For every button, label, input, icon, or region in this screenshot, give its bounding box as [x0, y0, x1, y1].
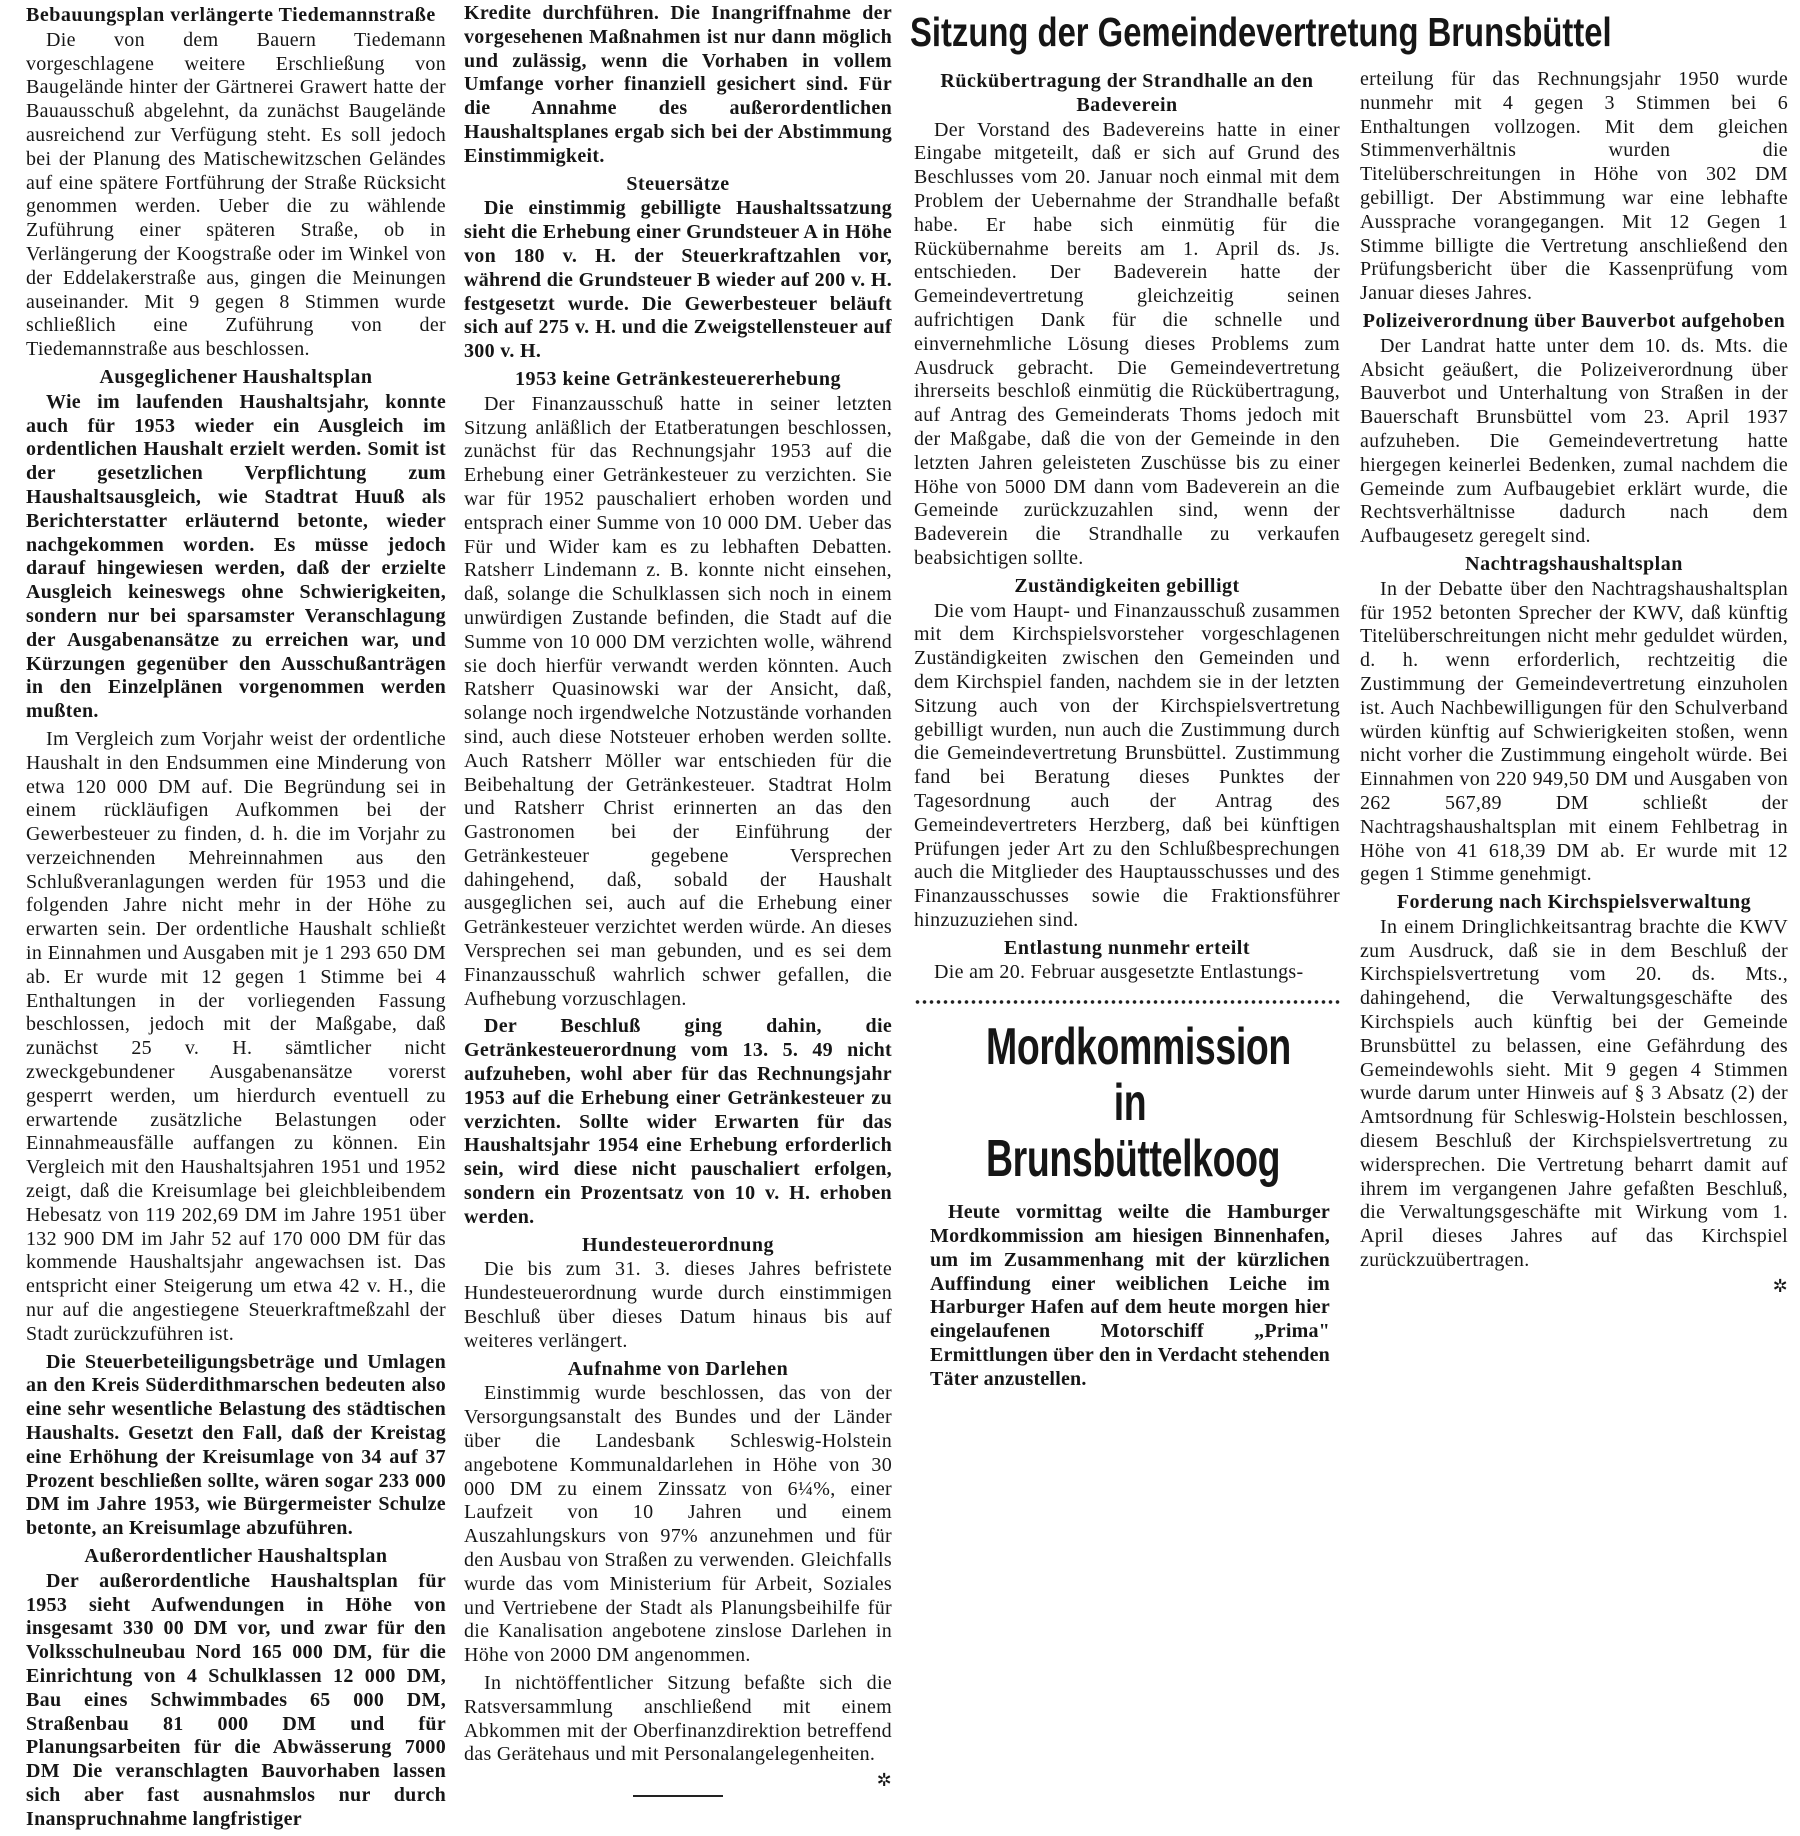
column-blocks [1360, 68, 1788, 1295]
article-paragraph: Der Beschluß ging dahin, die Getränkesteuerordnung vom 13. 5. 49 nicht aufzuheben, wohl aber für das Rechnungsjahr 1953 auf die Erhebung einer Getränkesteuer zu verzichten. Sollte wider Erwarten für das Haushaltsjahr 1954 eine Erhebung erforderlich sein, wird diese nicht pauschaliert erfolgen, sondern ein Prozentsatz von 10 v. H. erhoben werden. [464, 1015, 892, 1228]
section-heading: Zuständigkeiten gebilligt [1014, 574, 1240, 597]
article-paragraph: Im Vergleich zum Vorjahr weist der ordentliche Haushalt in den Endsummen eine Minderung von etwa 120 000 DM auf. Die Begründung sei in einem rückläufigen Aufkommen bei der Gewerbesteuer zu finden, d. h. die im Vorjahr zu verzeichnenden Mehreinnahmen aus den Schlußveranlagungen werden für 1953 und die folgenden Jahre nicht mehr in der Höhe zu erwarten sein. Der ordentliche Haushalt schließt in Einnahmen und Ausgaben mit je 1 293 650 DM ab. Er wurde mit 12 gegen 1 Stimme bei 4 Enthaltungen in der vorliegenden Fassung beschlossen, jedoch mit der Maßgabe, daß zunächst 25 v. H. sämtlicher nicht zweckgebundener Ausgabenansätze vorerst gesperrt werden, um hierdurch eventuell zu erwartende zusätzliche Belastungen oder Einnahmeausfälle auffangen zu können. Ein Vergleich mit den Haushaltsjahren 1951 und 1952 zeigt, daß die Kreisumlage bei gleichbleibendem Hebesatz von 119 202,69 DM im Jahre 1951 über 132 900 DM im Jahr 52 auf 170 000 DM für das kommende Haushaltsjahr angewachsen ist. Das entspricht einer Steigerung um etwa 42 v. H., die nur auf die angestiegene Steuerkraftmeßzahl der Stadt zurückzuführen ist. [26, 727, 446, 1345]
section-heading: Hundesteuerordnung [581, 1233, 774, 1256]
page-headline: Sitzung der Gemeindevertretung Brunsbüttel [910, 9, 1612, 55]
article-paragraph: Die Steuerbeteiligungsbeträge und Umlagen an den Kreis Süderdithmarschen bedeuten also eine sehr wesentliche Belastung des städtischen Haushalts. Gesetzt den Fall, daß der Kreistag eine Erhöhung der Kreisumlage von 34 auf 37 Prozent beschließen sollte, wären sogar 233 000 DM im Jahre 1953, wie Bürgermeister Schulze betonte, an Kreisumlage abzuführen. [26, 1350, 446, 1540]
column-blocks [26, 4, 446, 1832]
end-star-icon: ✲ [1772, 1275, 1788, 1296]
news-item-title-line: Mordkommission [986, 1018, 1291, 1077]
section-heading: Rückübertragung der Strandhalle an den Badeverein [940, 70, 1314, 116]
column-blocks [914, 70, 1340, 985]
article-paragraph: In der Debatte über den Nachtragshaushaltsplan für 1952 betonten Sprecher der KWV, daß künftig Titelüberschreitungen nicht mehr geduldet würden, d. h. wenn erforderlich, rechtzeitig die Zustimmung der Gemeindevertretung einzuholen ist. Auch Nachbewilligungen für den Schulverband würden künftig auf Schwierigkeiten stoßen, wenn nicht vorher die Zustimmung eingeholt würde. Bei Einnahmen von 220 949,50 DM und Ausgaben von 262 567,89 DM schließt der Nachtragshaushaltsplan mit einem Fehlbetrag in Höhe von 41 618,39 DM ab. Er wurde mit 12 gegen 1 Stimme genehmigt. [1360, 577, 1788, 886]
section-heading: 1953 keine Getränkesteuererhebung [514, 367, 842, 390]
end-rule [633, 1795, 723, 1797]
news-item-title-line: in Brunsbüttelkoog [986, 1074, 1281, 1189]
article-paragraph: erteilung für das Rechnungsjahr 1950 wurde nunmehr mit 4 gegen 3 Stimmen bei 6 Enthaltungen vollzogen. Mit dem gleichen Stimmenverhältnis wurden die Titelüberschreitungen in Höhe von 302 DM gebilligt. Der Abstimmung war eine lebhafte Aussprache vorangegangen. Mit 12 Gegen 1 Stimme billigte die Vertretung anschließend den Prüfungsbericht über die Kassenprüfung vom Januar dieses Jahres. [1360, 68, 1788, 305]
article-paragraph: In einem Dringlichkeitsantrag brachte die KWV zum Ausdruck, daß sie in dem Beschluß der Kirchspielsvertretung vom 20. ds. Mts., dahingehend, die Verwaltungsgeschäfte des Kirchspiels auch künftig bei der Gemeinde Brunsbüttel zu belassen, eine Gefährdung des Gemeindewohls sieht. Mit 9 gegen 4 Stimmen wurde darum unter Hinweis auf § 3 Absatz (2) der Amtsordnung für Schleswig-Holstein beschlossen, diesem Beschluß der Kirchspielsvertretung zu widersprechen. Die Vertretung beharrt damit auf ihrem im vergangenen Jahre gefaßten Beschluß, die Verwaltungsgeschäfte mit Wirkung vom 1. April dieses Jahres auf das Kirchspiel zurückzuübertragen. [1360, 915, 1788, 1272]
section-heading: Ausgeglichener Haushaltsplan [99, 365, 373, 388]
article-paragraph: Der Vorstand des Badevereins hatte in einer Eingabe mitgeteilt, daß er sich auf Grund des Beschlusses vom 20. Januar noch einmal mit dem Problem der Uebernahme der Strandhalle befaßt habe. Er habe sich einmütig für die Rückübernahme bereits am 1. April ds. Js. entschieden. Der Badeverein hatte der Gemeindevertretung gleichzeitig seinen aufrichtigen Dank für die schnelle und einvernehmliche Lösung dieses Problems zum Ausdruck gebracht. Die Gemeindevertretung ihrerseits beschloß einmütig die Rückübertragung, auf Antrag des Gemeinderats Thoms jedoch mit der Maßgabe, daß die von der Gemeinde in den letzten Jahren geleisteten Zuschüsse bis zu einer Höhe von 5000 DM dann vom Badeverein an die Gemeinde zurückzuzahlen sind, wenn der Badeverein die Strandhalle zu verkaufen beabsichtigen sollte. [914, 118, 1340, 569]
dotted-divider [914, 999, 1340, 1005]
article-paragraph: Die am 20. Februar ausgesetzte Entlastungs- [934, 961, 1304, 984]
article-paragraph: Die einstimmig gebilligte Haushaltssatzung sieht die Erhebung einer Grundsteuer A in Höhe von 180 v. H. der Steuerkraftzahlen vor, während die Grundsteuer B wieder auf 200 v. H. festgesetzt wurde. Die Gewerbesteuer beläuft sich auf 275 v. H. und die Zweigstellensteuer auf 300 v. H. [464, 197, 892, 363]
article-column-4 [1360, 68, 1788, 1295]
news-item-text: Heute vormittag weilte die Hamburger Mordkommission am hiesigen Binnenhafen, um im Zusammenhang mit der kürzlichen Auffindung einer weiblichen Leiche im Harburger Hafen auf dem heute morgen hier eingelaufenen Motorschiff „Prima" Ermittlungen über den in Verdacht stehenden Täter anzustellen. [930, 1201, 1330, 1390]
article-paragraph: Die vom Haupt- und Finanzausschuß zusammen mit dem Kirchspielsvorsteher vorgeschlagenen Zuständigkeiten zwischen den Gemeinden und dem Kirchspiel fanden, nachdem sie in der letzten Sitzung auch von der Kirchspielsvertretung gebilligt wurden, nun auch die Zustimmung durch die Gemeindevertretung Brunsbüttel. Zustimmung fand bei Beratung dieses Punktes der Tagesordnung auch der Antrag des Gemeindevertreters Herzberg, daß bei künftigen Prüfungen jeder Art zu den Schlußbesprechungen auch die Mitglieder des Hauptausschusses und des Finanzausschusses sowie die Fraktionsführer hinzuzuziehen sind. [914, 599, 1340, 931]
article-paragraph: Wie im laufenden Haushaltsjahr, konnte auch für 1953 wieder ein Ausgleich im ordentlichen Haushalt erzielt werden. Somit ist der gesetzlichen Verpflichtung zum Haushaltsausgleich, wie Stadtrat Huuß als Berichterstatter erläuternd betonte, wieder nachgekommen worden. Es müsse jedoch darauf hingewiesen werden, daß der erzielte Ausgleich keineswegs ohne Schwierigkeiten, sondern nur bei sparsamster Veranschlagung der Ausgabenansätze zu erreichen war, und Kürzungen gegenüber den Ausschußanträgen in den Einzelplänen vorgenommen werden mußten. [26, 390, 446, 723]
article-column-3 [914, 68, 1340, 1392]
section-heading: Polizeiverordnung über Bauverbot aufgehoben [1362, 309, 1786, 332]
section-heading: Nachtragshaushaltsplan [1465, 552, 1683, 575]
article-paragraph: Der außerordentliche Haushaltsplan für 1953 sieht Aufwendungen in Höhe von insgesamt 330 00 DM vor, und zwar für den Volksschulneubau Nord 165 000 DM, für die Einrichtung von 4 Schulklassen 12 000 DM, Bau eines Schwimmbades 65 000 DM, Straßenbau 81 000 DM und für Planungsarbeiten für die Abwässerung 7000 DM Die veranschlagten Bauvorhaben lassen sich aber fast ausnahmslos nur durch Inanspruchnahme langfristiger [26, 1569, 446, 1830]
article-column-1 [26, 2, 446, 1836]
article-paragraph: Kredite durchführen. Die Inangriffnahme der vorgesehenen Maßnahmen ist nur dann möglich und zulässig, wenn die Vorhaben in vollem Umfange vorher finanziell gesichert sind. Für die Annahme des außerordentlichen Haushaltsplanes ergab sich bei der Abstimmung Einstimmigkeit. [464, 2, 892, 167]
section-heading: Entlastung nunmehr erteilt [1004, 936, 1250, 959]
column-blocks [464, 2, 892, 1797]
article-paragraph: Einstimmig wurde beschlossen, das von der Versorgungsanstalt des Bundes und der Länder über die Landesbank Schleswig-Holstein angebotene Kommunaldarlehen in Höhe von 30 000 DM zu einem Zinssatz von 6¼%, einer Laufzeit von 10 Jahren und einem Auszahlungskurs von 97% anzunehmen und für den Ausbau von Straßen zu verwenden. Gleichfalls wurde das vom Ministerium für Arbeit, Soziales und Vertriebene der Stadt als Planungsbeihilfe für die Kanalisation angebotene zinslose Darlehen in Höhe von 2000 DM angenommen. [464, 1382, 892, 1667]
section-heading: Forderung nach Kirchspielsverwaltung [1396, 891, 1752, 914]
section-heading: Außerordentlicher Haushaltsplan [84, 1545, 388, 1567]
article-paragraph: Der Finanzausschuß hatte in seiner letzten Sitzung anläßlich der Etatberatungen beschlossen, zunächst für das Rechnungsjahr 1953 auf die Erhebung einer Getränkesteuer zu verzichten. Sie war für 1952 pauschaliert erhoben worden und entsprach einer Summe von 10 000 DM. Ueber das Für und Wider kam es zu lebhaften Debatten. Ratsherr Lindemann z. B. konnte nicht einsehen, daß, solange die Schulklassen sich noch in einem unwürdigen Zustande befinden, die Stadt auf die Summe von 10 000 DM verzichten wolle, während sie doch hierfür verwandt werden könnten. Auch Ratsherr Quasinowski war der Ansicht, daß, solange noch irgendwelche Notzustände vorhanden sind, auch diese Notsteuer erhoben werden sollte. Auch Ratsherr Möller war entschieden für die Beibehaltung der Getränkesteuer. Stadtrat Holm und Ratsherr Christ erinnerten an das den Gastronomen bei der Einführung der Getränkesteuer gegebene Versprechen dahingehend, daß, sobald der Haushalt ausgeglichen sei, auch auf die Erhebung einer Getränkesteuer verzichtet werden würde. An dieses Versprechen sei man gebunden, und es sei dem Finanzausschuß wahrlich schwer gefallen, die Aufhebung vorzuschlagen. [464, 392, 892, 1010]
article-paragraph: Die bis zum 31. 3. dieses Jahres befristete Hundesteuerordnung wurde durch einstimmigen Beschluß über dieses Datum hinaus bis auf weiteres verlängert. [464, 1258, 892, 1352]
section-heading: Bebauungsplan verlängerte Tiedemannstraße [26, 4, 436, 26]
article-paragraph: In nichtöffentlicher Sitzung befaßte sich die Ratsversammlung anschließend mit einem Abkommen mit der Oberfinanzdirektion betreffend das Gerätehaus und mit Personalangelegenheiten. [464, 1671, 892, 1766]
section-heading: Steuersätze [626, 172, 730, 195]
article-paragraph: Die von dem Bauern Tiedemann vorgeschlagene weitere Erschließung von Baugelände hinter der Gärtnerei Grawert hatte der Bauausschuß abgelehnt, da zunächst Baugelände ausreichend zur Verfügung steht. Es soll jedoch bei der Planung des Matischewitzschen Geländes auf eine spätere Fortführung der Straße Rücksicht genommen werden. Ueber die zu wählende Zuführung einer späteren Straße, ob in Verlängerung der Koogstraße oder im Winkel von der Eddelakerstraße aus, gingen die Meinungen auseinander. Mit 9 gegen 8 Stimmen wurde schließlich eine Zuführung von der Tiedemannstraße aus beschlossen. [26, 28, 446, 361]
article-column-2 [464, 2, 892, 1797]
end-star-icon: ✲ [876, 1770, 892, 1791]
article-paragraph: Der Landrat hatte unter dem 10. ds. Mts. die Absicht geäußert, die Polizeiverordnung über Bauverbot und Unterhaltung von Straßen in der Bauerschaft Brunsbüttel vom 23. April 1937 aufzuheben. Die Gemeindevertretung hatte hiergegen keinerlei Bedenken, zumal nachdem die Gemeinde zum Aufbaugebiet erklärt wurde, die Rechtsverhältnisse dadurch nach dem Aufbaugesetz geregelt sind. [1360, 334, 1788, 548]
news-item-mordkommission [930, 1019, 1330, 1391]
news-item-title [986, 1018, 1291, 1189]
section-heading: Aufnahme von Darlehen [567, 1357, 789, 1380]
